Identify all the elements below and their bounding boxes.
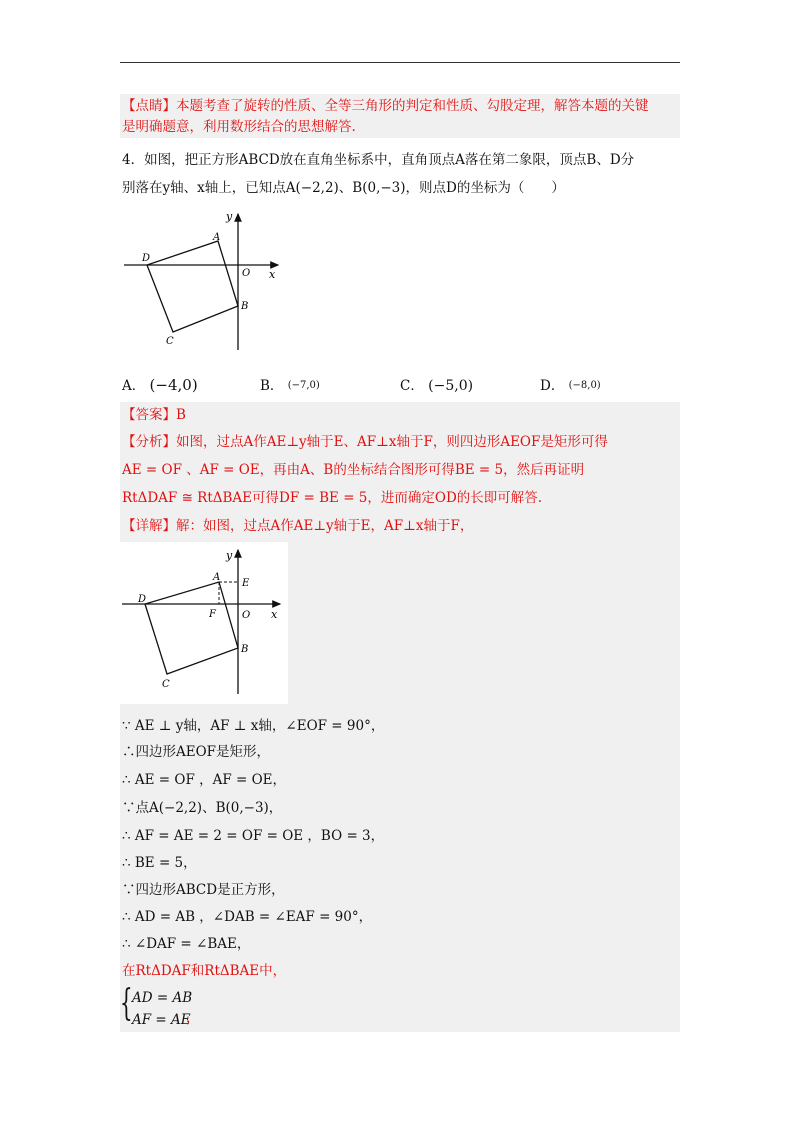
step-8: ∴ AD = AB ，∠DAB = ∠EAF = 90°，	[122, 909, 373, 925]
option-c[interactable]	[400, 374, 473, 394]
label-y: y	[226, 210, 233, 223]
analysis-line-2: AE = OF 、AF = OE，再由A、B的坐标结合图形可得BE = 5，然后再证明	[122, 462, 585, 478]
system-eq-2: AF = AE	[132, 1012, 191, 1028]
label-y: y	[226, 549, 233, 562]
option-a-letter: A．	[122, 378, 146, 394]
option-d-letter: D．	[540, 378, 565, 394]
step-6: ∴ BE = 5，	[122, 855, 197, 871]
option-c-value: (−5,0)	[428, 378, 474, 394]
label-b: B	[241, 644, 249, 655]
step-3: ∴ AE = OF ，AF = OE，	[122, 772, 287, 788]
step-1: ∵ AE ⊥ y轴，AF ⊥ x轴，∠EOF = 90°，	[122, 718, 385, 734]
label-d: D	[142, 253, 151, 264]
option-b-letter: B．	[260, 378, 284, 394]
label-d: D	[138, 594, 147, 605]
analysis-line-1: 【分析】如图，过点A作AE⊥y轴于E、AF⊥x轴于F，则四边形AEOF是矩形可得	[122, 434, 608, 450]
label-x: x	[269, 268, 276, 281]
option-a[interactable]	[122, 374, 198, 394]
detail-intro: 【详解】解：如图，过点A作AE⊥y轴于E，AF⊥x轴于F，	[122, 518, 474, 534]
figure-2	[120, 542, 288, 704]
step-4: ∵点A(−2,2)、B(0,−3)，	[122, 800, 283, 816]
label-x: x	[271, 608, 278, 621]
analysis-line-3: RtΔDAF ≅ RtΔBAE可得DF = BE = 5，进而确定OD的长即可解答.	[122, 490, 543, 506]
step-2: ∴四边形AEOF是矩形，	[122, 744, 271, 760]
option-d-value: (−8,0)	[568, 380, 601, 391]
label-a: A	[213, 232, 221, 243]
option-c-letter: C．	[400, 378, 424, 394]
step-10: 在RtΔDAF和RtΔBAE中，	[122, 963, 287, 979]
option-d[interactable]	[540, 374, 601, 394]
label-c: C	[166, 336, 174, 347]
label-c: C	[162, 679, 170, 690]
option-a-value: (−4,0)	[149, 376, 198, 394]
label-o: O	[242, 610, 251, 621]
answer-line: 【答案】B	[122, 407, 186, 423]
square-abcd	[145, 582, 238, 674]
step-9: ∴ ∠DAF = ∠BAE，	[122, 936, 251, 952]
label-e: E	[242, 578, 250, 589]
system-brace: {	[120, 983, 133, 1024]
question-line-1: 4．如图，把正方形ABCD放在直角坐标系中，直角顶点A落在第二象限，顶点B、D分	[122, 152, 635, 168]
label-b: B	[241, 301, 249, 312]
label-f: F	[209, 609, 216, 620]
system-tail: ，	[186, 1010, 200, 1026]
step-5: ∴ AF = AE = 2 = OF = OE ，BO = 3，	[122, 828, 385, 844]
square-abcd	[147, 241, 238, 332]
question-line-2: 别落在y轴、x轴上，已知点A(−2,2)、B(0,−3)，则点D的坐标为（ ）	[122, 180, 565, 196]
label-a: A	[213, 572, 221, 583]
option-b-value: (−7,0)	[287, 380, 320, 391]
comment-line-1: 【点睛】本题考查了旋转的性质、全等三角形的判定和性质、勾股定理，解答本题的关键	[122, 98, 649, 114]
header-rule	[120, 62, 680, 63]
comment-line-2: 是明确题意，利用数形结合的思想解答.	[122, 119, 356, 135]
label-o: O	[242, 268, 251, 279]
step-7: ∵四边形ABCD是正方形，	[122, 882, 285, 898]
option-b[interactable]	[260, 374, 320, 394]
system-eq-1: AD = AB	[132, 990, 193, 1006]
figure-1	[120, 208, 290, 354]
